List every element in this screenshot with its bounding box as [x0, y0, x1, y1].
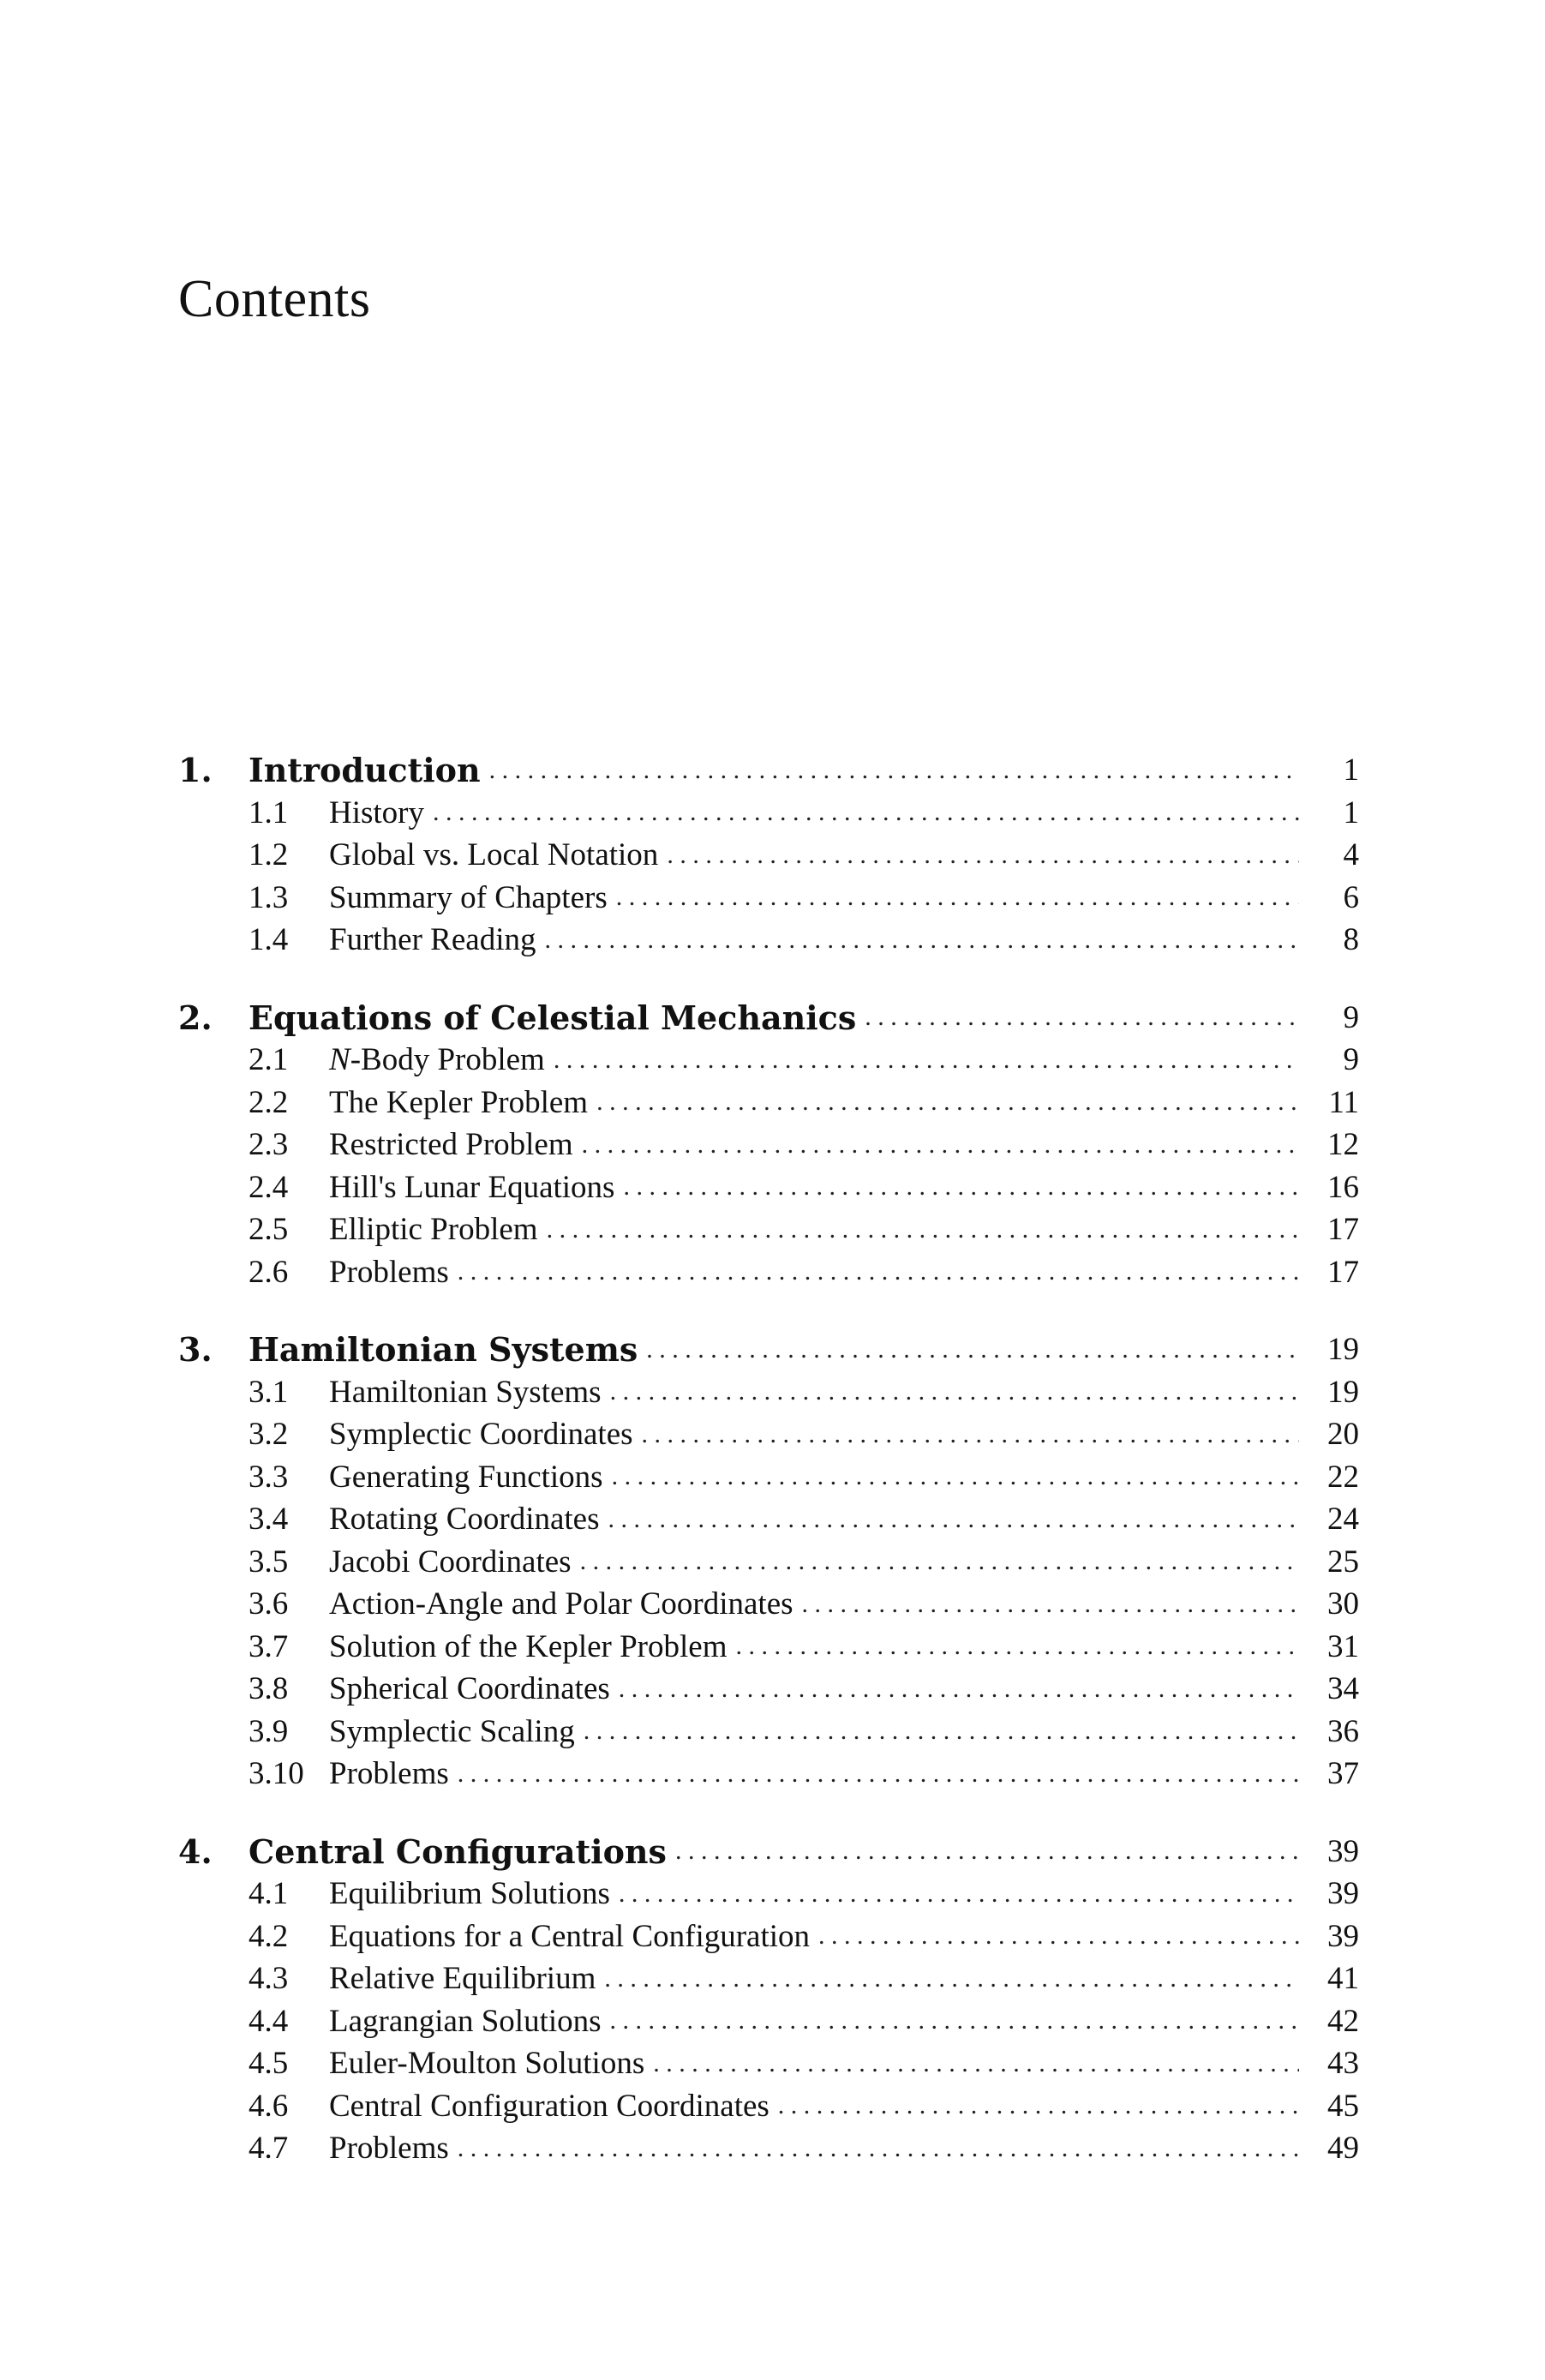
dot-leader	[610, 1377, 1299, 1406]
section-entry[interactable]	[178, 1711, 1359, 1754]
dot-leader	[584, 1717, 1299, 1746]
section-title: Problems	[329, 2130, 458, 2167]
page-number: 6	[1343, 879, 1359, 915]
section-number: 4.7	[249, 2131, 289, 2167]
page-number: 30	[1327, 1586, 1359, 1622]
section-title: Euler-Moulton Solutions	[329, 2045, 653, 2082]
section-title: Generating Functions	[329, 1459, 612, 1496]
chapter-entry[interactable]	[178, 997, 1359, 1040]
section-number: 3.5	[249, 1544, 289, 1580]
section-title	[329, 1041, 554, 1078]
section-title: Hamiltonian Systems	[329, 1374, 610, 1411]
section-entry[interactable]	[178, 1668, 1359, 1711]
dot-leader	[554, 1046, 1299, 1075]
dot-leader	[865, 1003, 1299, 1032]
section-number: 4.5	[249, 2046, 289, 2082]
page-number: 37	[1327, 1756, 1359, 1792]
page-number: 42	[1327, 2003, 1359, 2039]
page-number: 9	[1343, 1042, 1359, 1078]
section-number: 3.7	[249, 1628, 289, 1664]
dot-leader	[619, 1879, 1299, 1909]
page-number: 19	[1327, 1374, 1359, 1410]
section-title-rest: -Body Problem	[350, 1042, 545, 1078]
page-number: 43	[1327, 2046, 1359, 2082]
section-entry[interactable]	[178, 1583, 1359, 1626]
section-number: 2.2	[249, 1084, 289, 1120]
section-title: Solution of the Kepler Problem	[329, 1628, 736, 1665]
section-entry[interactable]	[178, 1915, 1359, 1958]
section-number: 2.3	[249, 1127, 289, 1163]
dot-leader	[612, 1462, 1299, 1491]
table-of-contents	[178, 749, 1359, 2205]
section-entry[interactable]	[178, 1251, 1359, 1294]
page-number: 49	[1327, 2131, 1359, 2167]
page-number: 39	[1327, 1833, 1359, 1869]
section-title: Equilibrium Solutions	[329, 1875, 619, 1912]
chapter-title: Introduction	[249, 751, 489, 789]
page-number: 19	[1327, 1332, 1359, 1368]
section-title: Lagrangian Solutions	[329, 2003, 610, 2040]
page-number: 24	[1327, 1502, 1359, 1538]
page-title: Contents	[178, 270, 371, 328]
section-title: Further Reading	[329, 921, 544, 958]
page-number: 20	[1327, 1417, 1359, 1453]
section-number: 4.1	[249, 1876, 289, 1912]
section-entry[interactable]	[178, 1498, 1359, 1541]
section-entry[interactable]	[178, 2042, 1359, 2085]
dot-leader	[610, 2006, 1299, 2035]
section-number: 3.6	[249, 1586, 289, 1622]
section-title: History	[329, 794, 433, 831]
page-number: 45	[1327, 2088, 1359, 2124]
section-number: 2.1	[249, 1042, 289, 1078]
section-entry[interactable]	[178, 1456, 1359, 1499]
dot-leader	[642, 1420, 1299, 1449]
section-title: Elliptic Problem	[329, 1211, 547, 1248]
section-title: Relative Equilibrium	[329, 1960, 604, 1997]
section-title: Symplectic Scaling	[329, 1713, 584, 1750]
section-number: 1.1	[249, 794, 289, 830]
dot-leader	[489, 756, 1299, 785]
section-number: 3.3	[249, 1459, 289, 1495]
dot-leader	[675, 1837, 1299, 1866]
dot-leader	[458, 1760, 1299, 1789]
section-number: 4.3	[249, 1961, 289, 1997]
section-number: 3.2	[249, 1417, 289, 1453]
dot-leader	[582, 1130, 1299, 1160]
dot-leader	[544, 926, 1299, 955]
section-number: 4.4	[249, 2003, 289, 2039]
section-number: 2.4	[249, 1169, 289, 1205]
page-number: 12	[1327, 1127, 1359, 1163]
page-number: 22	[1327, 1459, 1359, 1495]
chapter-title: Central Configurations	[249, 1832, 675, 1871]
section-title: Restricted Problem	[329, 1126, 582, 1163]
section-entry[interactable]	[178, 1124, 1359, 1166]
section-title: Rotating Coordinates	[329, 1501, 608, 1538]
dot-leader	[580, 1547, 1299, 1576]
page-number: 41	[1327, 1961, 1359, 1997]
dot-leader	[604, 1964, 1299, 1993]
section-title: Problems	[329, 1254, 458, 1291]
dot-leader	[736, 1632, 1300, 1661]
page-number: 4	[1343, 837, 1359, 873]
section-entry[interactable]	[178, 2127, 1359, 2170]
page-number: 11	[1328, 1084, 1359, 1120]
section-entry[interactable]	[178, 834, 1359, 877]
dot-leader	[458, 2134, 1299, 2163]
section-entry[interactable]	[178, 877, 1359, 920]
page-number: 39	[1327, 1918, 1359, 1954]
section-number: 3.10	[249, 1756, 304, 1792]
section-entry[interactable]	[178, 1082, 1359, 1124]
dot-leader	[458, 1257, 1299, 1286]
dot-leader	[653, 2049, 1299, 2078]
section-number: 2.5	[249, 1212, 289, 1248]
section-number: 4.2	[249, 1918, 289, 1954]
page-number: 17	[1327, 1212, 1359, 1248]
section-entry[interactable]	[178, 1039, 1359, 1082]
section-entry[interactable]	[178, 1413, 1359, 1456]
chapter-number: 2.	[178, 998, 213, 1037]
section-title: Symplectic Coordinates	[329, 1416, 642, 1453]
dot-leader	[608, 1505, 1300, 1534]
section-title: Central Configuration Coordinates	[329, 2088, 778, 2125]
section-number: 2.6	[249, 1254, 289, 1290]
section-entry[interactable]	[178, 1957, 1359, 2000]
section-title: Summary of Chapters	[329, 879, 616, 916]
dot-leader	[667, 841, 1299, 870]
section-entry[interactable]	[178, 1541, 1359, 1584]
section-title: The Kepler Problem	[329, 1084, 596, 1121]
dot-leader	[623, 1172, 1299, 1202]
dot-leader	[547, 1215, 1299, 1244]
dot-leader	[778, 2091, 1299, 2120]
section-entry[interactable]	[178, 792, 1359, 835]
chapter-2	[178, 997, 1359, 1294]
section-number: 3.1	[249, 1374, 289, 1410]
page-number: 31	[1327, 1628, 1359, 1664]
dot-leader	[802, 1590, 1299, 1619]
chapter-entry[interactable]	[178, 749, 1359, 792]
section-entry[interactable]	[178, 1371, 1359, 1414]
section-entry[interactable]	[178, 1626, 1359, 1669]
section-title: Equations for a Central Configuration	[329, 1918, 818, 1955]
dot-leader	[433, 798, 1299, 827]
section-title-italic: N	[329, 1042, 350, 1078]
dot-leader	[646, 1335, 1299, 1364]
section-entry[interactable]	[178, 1208, 1359, 1251]
page-number: 34	[1327, 1671, 1359, 1707]
section-entry[interactable]	[178, 1753, 1359, 1795]
section-title: Action-Angle and Polar Coordinates	[329, 1586, 802, 1622]
section-title: Spherical Coordinates	[329, 1670, 619, 1707]
page-number: 17	[1327, 1254, 1359, 1290]
page-number: 8	[1343, 922, 1359, 958]
chapter-3	[178, 1328, 1359, 1795]
dot-leader	[616, 883, 1299, 912]
page-number: 1	[1343, 752, 1359, 788]
section-title: Hill's Lunar Equations	[329, 1169, 623, 1206]
page-number: 25	[1327, 1544, 1359, 1580]
section-number: 3.9	[249, 1713, 289, 1749]
chapter-1	[178, 749, 1359, 962]
section-entry[interactable]	[178, 2085, 1359, 2128]
section-number: 1.3	[249, 879, 289, 915]
chapter-number: 3.	[178, 1330, 213, 1370]
page-number: 16	[1327, 1169, 1359, 1205]
page-number: 36	[1327, 1713, 1359, 1749]
section-number: 3.4	[249, 1502, 289, 1538]
section-number: 1.4	[249, 922, 289, 958]
section-title: Problems	[329, 1755, 458, 1792]
dot-leader	[818, 1921, 1299, 1951]
section-number: 4.6	[249, 2088, 289, 2124]
section-number: 3.8	[249, 1671, 289, 1707]
chapter-number: 4.	[178, 1831, 213, 1871]
chapter-entry[interactable]	[178, 1831, 1359, 1873]
chapter-entry[interactable]	[178, 1328, 1359, 1371]
section-entry[interactable]	[178, 2000, 1359, 2043]
section-entry[interactable]	[178, 1166, 1359, 1209]
dot-leader	[619, 1675, 1299, 1704]
chapter-title: Equations of Celestial Mechanics	[249, 998, 865, 1037]
chapter-title: Hamiltonian Systems	[249, 1330, 646, 1369]
section-number: 1.2	[249, 837, 289, 873]
page-number: 1	[1343, 794, 1359, 830]
page-number: 39	[1327, 1876, 1359, 1912]
chapter-4	[178, 1831, 1359, 2170]
page-number: 9	[1343, 999, 1359, 1035]
section-title: Global vs. Local Notation	[329, 836, 667, 873]
chapter-number: 1.	[178, 751, 213, 790]
section-entry[interactable]	[178, 1873, 1359, 1915]
section-entry[interactable]	[178, 919, 1359, 962]
section-title: Jacobi Coordinates	[329, 1544, 580, 1580]
dot-leader	[596, 1088, 1299, 1117]
